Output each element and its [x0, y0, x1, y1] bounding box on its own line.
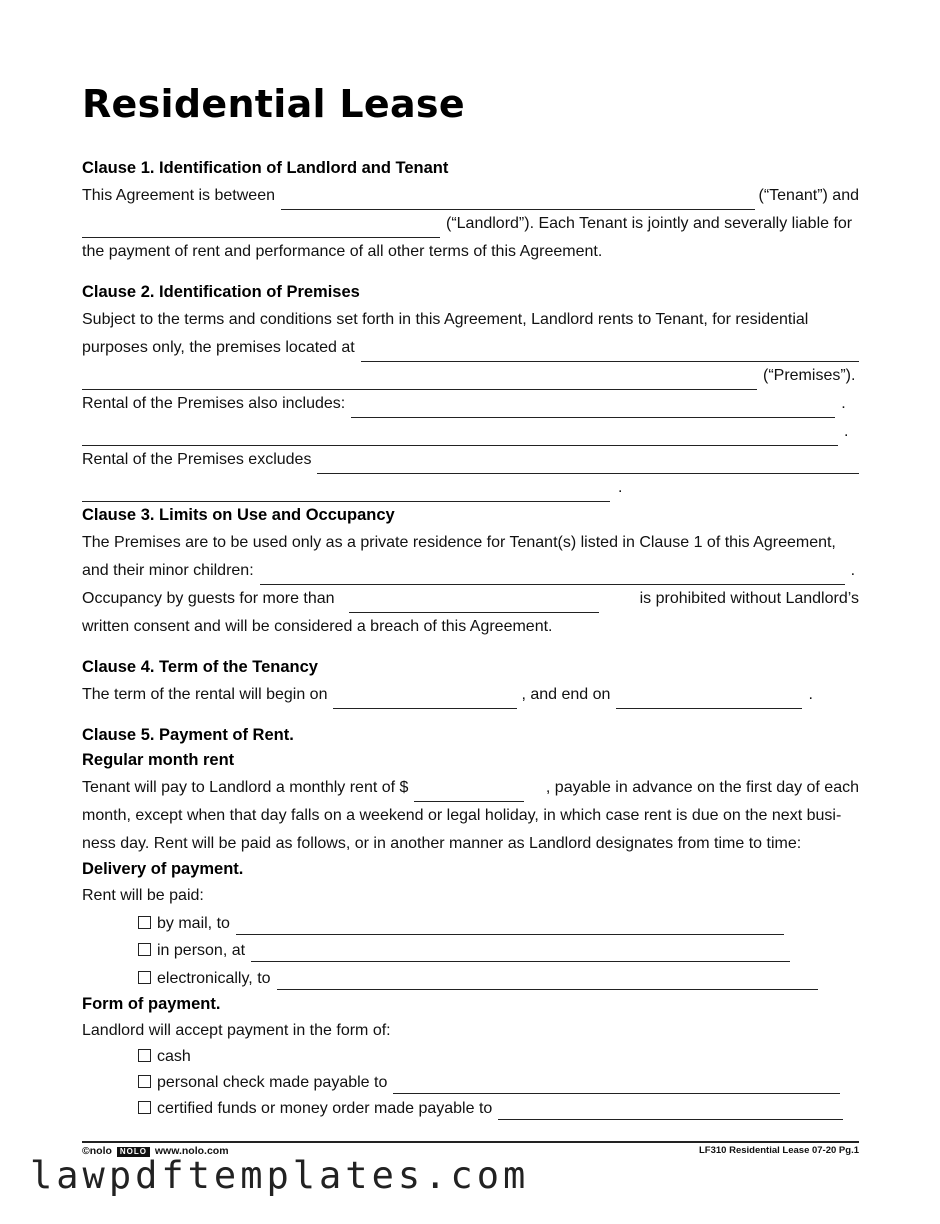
clause5-text2: , payable in advance on the first day of each — [545, 779, 859, 796]
clause5-text4: ness day. Rent will be paid as follows, or in another manner as Landlord designates from time to time: — [82, 835, 802, 852]
clause1-text1: This Agreement is between — [82, 187, 275, 204]
clause5-accept-row — [82, 1017, 859, 1045]
clause3-text4: is prohibited without Landlord’s — [639, 590, 859, 607]
form-of-payment-heading: Form of payment. — [82, 995, 221, 1013]
clause2-text1: Subject to the terms and conditions set forth in this Agreement, Landlord rents to Tenant, for residential — [82, 311, 809, 328]
excludes-field[interactable] — [317, 453, 859, 474]
monthly-rent-field[interactable] — [414, 781, 524, 802]
clause5-text1: Tenant will pay to Landlord a monthly rent of $ — [82, 779, 409, 796]
document-title: Residential Lease — [82, 82, 465, 126]
end-date-field[interactable] — [616, 688, 802, 709]
term-period: . — [808, 686, 813, 703]
form-cash-option — [138, 1044, 191, 1070]
electronic-label: electronically, to — [157, 970, 271, 987]
clause3-line1 — [82, 529, 859, 557]
clause4-text2: , and end on — [521, 686, 611, 703]
clause5-line2 — [82, 802, 859, 830]
rent-paid-text: Rent will be paid: — [82, 887, 204, 904]
includes-period-2: . — [844, 423, 849, 440]
cash-label: cash — [157, 1048, 191, 1065]
clause3-text5: written consent and will be considered a breach of this Agreement. — [82, 618, 553, 635]
accept-text: Landlord will accept payment in the form of: — [82, 1022, 391, 1039]
footer-copyright: ©nolo — [82, 1145, 112, 1157]
clause4-line1 — [82, 681, 859, 709]
clause5-line1 — [82, 774, 859, 802]
clause5-text3: month, except when that day falls on a weekend or legal holiday, in which case rent is due on the next busi- — [82, 807, 842, 824]
clause4-heading: Clause 4. Term of the Tenancy — [82, 658, 318, 676]
start-date-field[interactable] — [333, 688, 517, 709]
landlord-name-field[interactable] — [82, 217, 440, 238]
clause1-text4: the payment of rent and performance of all other terms of this Agreement. — [82, 243, 603, 260]
clause3-text1: The Premises are to be used only as a private residence for Tenant(s) listed in Clause 1 of this Agreement, — [82, 534, 836, 551]
includes-period: . — [841, 395, 846, 412]
clause3-line4 — [82, 613, 859, 641]
clause5-paid-row — [82, 882, 859, 910]
clause3-heading: Clause 3. Limits on Use and Occupancy — [82, 506, 395, 524]
clause2-line7 — [82, 474, 859, 502]
clause5-sub1-row — [82, 746, 859, 774]
mail-checkbox[interactable] — [138, 916, 151, 929]
delivery-mail-option — [138, 911, 784, 937]
clause1-line2 — [82, 210, 859, 238]
clause4-heading-row — [82, 653, 859, 681]
electronic-checkbox[interactable] — [138, 971, 151, 984]
clause2-line3 — [82, 362, 859, 390]
certified-payee-field[interactable] — [498, 1105, 843, 1120]
clause2-line6 — [82, 446, 859, 474]
clause5-sub3-row — [82, 990, 859, 1018]
footer-rule — [82, 1141, 859, 1143]
clause2-text6: Rental of the Premises excludes — [82, 451, 312, 468]
clause2-text3: (“Premises”). — [763, 367, 856, 384]
clause3-line2 — [82, 557, 859, 585]
minor-children-field[interactable] — [260, 564, 845, 585]
delivery-electronic-option — [138, 966, 818, 992]
clause5-heading-row — [82, 721, 859, 749]
certified-checkbox[interactable] — [138, 1101, 151, 1114]
clause2-heading: Clause 2. Identification of Premises — [82, 283, 360, 301]
clause1-text3: (“Landlord”). Each Tenant is jointly and severally liable for — [446, 215, 853, 232]
clause2-line2 — [82, 334, 859, 362]
includes-field-2[interactable] — [82, 425, 838, 446]
person-label: in person, at — [157, 942, 246, 959]
clause3-text2: and their minor children: — [82, 562, 254, 579]
premises-address-field-2[interactable] — [82, 369, 757, 390]
clause5-sub2-row — [82, 855, 859, 883]
clause3-heading-row — [82, 501, 859, 529]
clause2-line4 — [82, 390, 859, 418]
clause3-line3 — [82, 585, 859, 613]
clause5-line3 — [82, 830, 859, 858]
clause1-line3 — [82, 238, 859, 266]
clause2-line1 — [82, 306, 859, 334]
certified-label: certified funds or money order made payable to — [157, 1100, 493, 1117]
clause2-text4: Rental of the Premises also includes: — [82, 395, 346, 412]
clause2-heading-row — [82, 278, 859, 306]
tenant-name-field[interactable] — [281, 189, 755, 210]
clause5-heading: Clause 5. Payment of Rent. — [82, 726, 294, 744]
check-label: personal check made payable to — [157, 1074, 388, 1091]
includes-field[interactable] — [351, 397, 835, 418]
footer-url[interactable]: www.nolo.com — [154, 1145, 229, 1157]
cash-checkbox[interactable] — [138, 1049, 151, 1062]
nolo-logo: NOLO — [117, 1147, 150, 1157]
excludes-field-2[interactable] — [82, 481, 610, 502]
check-payee-field[interactable] — [393, 1079, 840, 1094]
clause1-heading: Clause 1. Identification of Landlord and Tenant — [82, 159, 449, 177]
form-check-option — [138, 1070, 840, 1096]
clause2-line5 — [82, 418, 859, 446]
clause1-heading-row — [82, 154, 859, 182]
person-address-field[interactable] — [251, 947, 790, 962]
clause2-text2: purposes only, the premises located at — [82, 339, 355, 356]
check-checkbox[interactable] — [138, 1075, 151, 1088]
clause4-text1: The term of the rental will begin on — [82, 686, 328, 703]
children-period: . — [850, 562, 856, 579]
clause1-line1 — [82, 182, 859, 210]
footer-form-id: LF310 Residential Lease 07-20 Pg.1 — [699, 1145, 859, 1156]
clause1-text2: (“Tenant”) and — [758, 187, 859, 204]
watermark: lawpdftemplates.com — [30, 1154, 530, 1197]
person-checkbox[interactable] — [138, 943, 151, 956]
premises-address-field[interactable] — [361, 341, 859, 362]
clause3-text3: Occupancy by guests for more than — [82, 590, 335, 607]
regular-rent-heading: Regular month rent — [82, 751, 235, 769]
excludes-period: . — [618, 479, 623, 496]
mail-label: by mail, to — [157, 915, 230, 932]
electronic-address-field[interactable] — [277, 975, 818, 990]
delivery-heading: Delivery of payment. — [82, 860, 244, 878]
guest-days-field[interactable] — [349, 592, 599, 613]
mail-address-field[interactable] — [236, 920, 784, 935]
delivery-person-option — [138, 938, 790, 964]
form-certified-option — [138, 1096, 843, 1122]
